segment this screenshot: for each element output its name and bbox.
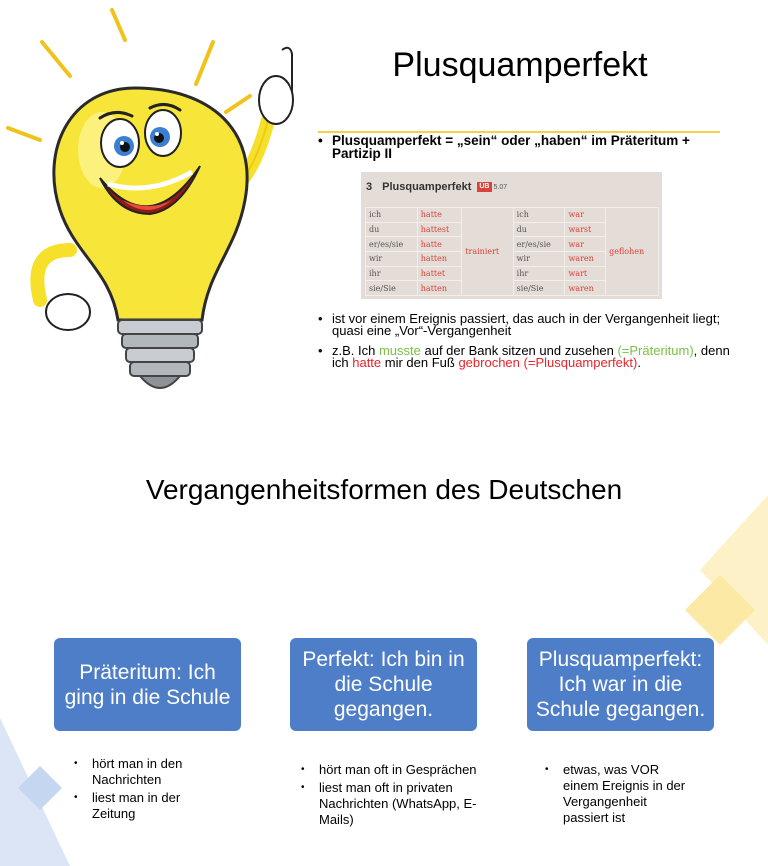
table-heading: Plusquamperfekt	[382, 181, 472, 193]
slide-title: Vergangenheitsformen des Deutschen	[145, 474, 623, 505]
aux-cell: hatten	[417, 281, 462, 296]
pronoun-cell: er/es/sie	[366, 237, 418, 252]
aux-cell: war	[565, 237, 606, 252]
pronoun-cell: wir	[513, 251, 565, 266]
aux-cell: waren	[565, 281, 606, 296]
list-item	[74, 756, 224, 788]
bullet-icon: •	[301, 764, 305, 775]
example-praeteritum-verb: musste	[378, 343, 421, 358]
perfekt-notes	[301, 762, 481, 830]
aux-cell: waren	[565, 251, 606, 266]
example-part: mir den Fuß	[381, 355, 459, 370]
lightbulb-mascot-illustration	[0, 0, 295, 430]
aux-cell: war	[565, 208, 606, 223]
slide-vergangenheitsformen	[0, 440, 768, 866]
pronoun-cell: sie/Sie	[513, 281, 565, 296]
table-number: 3	[366, 181, 373, 193]
aux-cell: hattet	[417, 266, 462, 281]
note-text: liest man oft in privaten Nachrichten (WhatsApp, E-Mails)	[319, 780, 477, 827]
explanation-bullet	[318, 313, 738, 337]
list-item	[545, 762, 695, 826]
definition-text: Plusquamperfekt = „sein“ oder „haben“ im Präteritum + Partizip II	[332, 133, 690, 161]
example-bullet	[318, 345, 738, 369]
aux-cell: wart	[565, 266, 606, 281]
aux-cell: hatte	[417, 208, 462, 223]
bullet-icon: •	[545, 764, 549, 775]
note-text: liest man in der Zeitung	[92, 790, 181, 821]
participle-cell: trainiert	[462, 208, 513, 296]
example-part: z.B. Ich	[332, 343, 379, 358]
list-item	[74, 790, 224, 822]
aux-cell: hatte	[417, 237, 462, 252]
note-text: hört man in den Nachrichten	[92, 756, 183, 787]
exercise-badge: ÜB	[479, 183, 490, 190]
example-part: , denn ich	[332, 343, 730, 370]
pronoun-cell: wir	[366, 251, 418, 266]
pronoun-cell: ihr	[366, 266, 418, 281]
aux-cell: warst	[565, 222, 606, 237]
example-part: .	[637, 355, 641, 370]
list-item	[301, 780, 481, 828]
definition-list	[318, 134, 728, 160]
pronoun-cell: ich	[366, 208, 418, 223]
slide-title: Plusquamperfekt	[392, 46, 648, 84]
conjugation-table	[365, 207, 659, 296]
table-header	[366, 181, 507, 193]
bullet-icon: •	[318, 133, 323, 148]
aux-cell: hatten	[417, 251, 462, 266]
bullet-icon: •	[301, 782, 305, 793]
explanation-text: ist vor einem Ereignis passiert, das auch in der Vergangenheit liegt; quasi eine „Vor“-Vergangenheit	[332, 311, 721, 338]
example-aux-verb: hatte	[352, 355, 382, 370]
pronoun-cell: sie/Sie	[366, 281, 418, 296]
example-plusquamperfekt-note: (=Plusquamperfekt)	[523, 355, 638, 370]
bullet-icon: •	[318, 343, 323, 358]
note-text: etwas, was VOR einem Ereignis in der Vergangenheit passiert ist	[563, 762, 686, 825]
conjugation-table-image	[361, 172, 662, 299]
decorative-blue-diamonds	[0, 718, 80, 866]
bullet-icon: •	[74, 792, 78, 803]
plusquamperfekt-notes	[545, 762, 695, 828]
pronoun-cell: du	[513, 222, 565, 237]
bullet-icon: •	[318, 311, 323, 326]
example-praeteritum-note: (=Präteritum)	[617, 343, 694, 358]
card-plusquamperfekt: Plusquamperfekt: Ich war in die Schule gegangen.	[527, 638, 714, 731]
exercise-code: 5.07	[493, 183, 508, 191]
example-part: auf der Bank sitzen und zusehen	[420, 343, 618, 358]
pronoun-cell: ich	[513, 208, 565, 223]
pronoun-cell: er/es/sie	[513, 237, 565, 252]
definition-bullet	[318, 134, 728, 160]
bullet-icon: •	[74, 758, 78, 769]
card-perfekt: Perfekt: Ich bin in die Schule gegangen.	[290, 638, 477, 731]
explanation-list	[318, 313, 738, 377]
example-participle: gebrochen	[458, 355, 520, 370]
praeteritum-notes	[74, 756, 224, 824]
pronoun-cell: du	[366, 222, 418, 237]
note-text: hört man oft in Gesprächen	[319, 762, 477, 777]
list-item	[301, 762, 481, 778]
pronoun-cell: ihr	[513, 266, 565, 281]
aux-cell: hattest	[417, 222, 462, 237]
participle-cell: geflohen	[606, 208, 659, 296]
table-row	[366, 208, 659, 223]
example-text	[332, 345, 738, 369]
card-praeteritum: Präteritum: Ich ging in die Schule	[54, 638, 241, 731]
